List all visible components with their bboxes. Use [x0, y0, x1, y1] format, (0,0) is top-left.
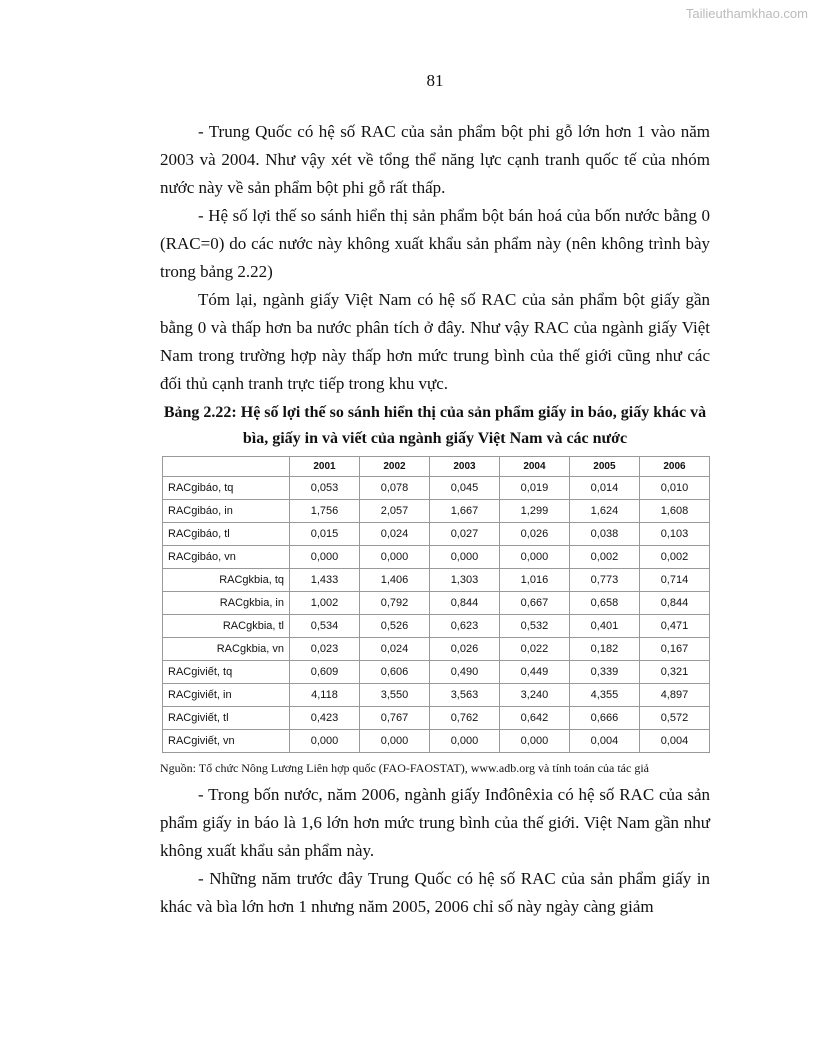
- row-label: RACgibáo, in: [163, 500, 290, 523]
- table-cell: 0,762: [429, 707, 499, 730]
- table-cell: 0,024: [359, 638, 429, 661]
- table-row: [163, 684, 710, 707]
- table-cell: 0,000: [359, 546, 429, 569]
- table-cell: 0,000: [429, 730, 499, 753]
- table-row: [163, 638, 710, 661]
- table-cell: 0,019: [499, 477, 569, 500]
- table-source: Nguồn: Tổ chức Nông Lương Liên hợp quốc (FAO-FAOSTAT), www.adb.org và tính toán của tác giả: [160, 761, 649, 775]
- table-cell: 0,667: [499, 592, 569, 615]
- table-cell: 0,526: [359, 615, 429, 638]
- table-cell: 1,433: [290, 569, 360, 592]
- table-cell: 1,756: [290, 500, 360, 523]
- table-cell: 0,623: [429, 615, 499, 638]
- row-label: RACgkbia, in: [163, 592, 290, 615]
- table-cell: 0,167: [639, 638, 709, 661]
- table-row: [163, 523, 710, 546]
- column-header: 2001: [290, 457, 360, 477]
- table-cell: 0,004: [569, 730, 639, 753]
- row-label: RACgiviết, in: [163, 684, 290, 707]
- column-header: 2006: [639, 457, 709, 477]
- table-cell: 3,550: [359, 684, 429, 707]
- table-cell: 0,572: [639, 707, 709, 730]
- page-number: 81: [426, 71, 444, 90]
- table-row: [163, 615, 710, 638]
- paragraph: Tóm lại, ngành giấy Việt Nam có hệ số RAC của sản phẩm bột giấy gần bằng 0 và thấp hơn ba nước phân tích ở đây. Như vậy RAC của ngành giấy Việt Nam trong trường hợp này thấp hơn mức trung bình của thế giới cũng như các đối thủ cạnh tranh trực tiếp trong khu vực.: [160, 290, 710, 393]
- body-text-top: [160, 118, 710, 398]
- table-row: [163, 592, 710, 615]
- table-cell: 3,563: [429, 684, 499, 707]
- table-cell: 0,026: [499, 523, 569, 546]
- table-cell: 1,002: [290, 592, 360, 615]
- table-caption: Bảng 2.22: Hệ số lợi thế so sánh hiển thị của sản phẩm giấy in báo, giấy khác và bìa, giấy in và viết của ngành giấy Việt Nam và các nước: [163, 404, 707, 447]
- table-cell: 0,182: [569, 638, 639, 661]
- table-cell: 0,792: [359, 592, 429, 615]
- table-cell: 0,000: [359, 730, 429, 753]
- table-row: [163, 477, 710, 500]
- table-cell: 1,608: [639, 500, 709, 523]
- table-cell: 0,038: [569, 523, 639, 546]
- paragraph: - Những năm trước đây Trung Quốc có hệ số RAC của sản phẩm giấy in khác và bìa lớn hơn 1 nhưng năm 2005, 2006 chỉ số này ngày càng giảm: [160, 869, 710, 916]
- table-row: [163, 500, 710, 523]
- row-label: RACgiviết, vn: [163, 730, 290, 753]
- table-cell: 0,045: [429, 477, 499, 500]
- table-row: [163, 730, 710, 753]
- body-text-bottom: [160, 781, 710, 921]
- paragraph: - Hệ số lợi thế so sánh hiển thị sản phẩm bột bán hoá của bốn nước bằng 0 (RAC=0) do các nước này không xuất khẩu sản phẩm này (nên không trình bày trong bảng 2.22): [160, 206, 710, 281]
- table-cell: 0,000: [290, 730, 360, 753]
- table-cell: 0,609: [290, 661, 360, 684]
- table-cell: 0,078: [359, 477, 429, 500]
- table-cell: 0,658: [569, 592, 639, 615]
- table-cell: 0,053: [290, 477, 360, 500]
- table-cell: 0,714: [639, 569, 709, 592]
- paragraph: - Trung Quốc có hệ số RAC của sản phẩm bột phi gỗ lớn hơn 1 vào năm 2003 và 2004. Như vậy xét về tổng thể năng lực cạnh tranh quốc tế của nhóm nước này về sản phẩm bột phi gỗ rất thấp.: [160, 122, 710, 197]
- table-cell: 1,303: [429, 569, 499, 592]
- table-cell: 1,667: [429, 500, 499, 523]
- table-cell: 0,339: [569, 661, 639, 684]
- table-cell: 0,026: [429, 638, 499, 661]
- rac-table: [162, 456, 710, 753]
- table-cell: 0,844: [429, 592, 499, 615]
- table-cell: 1,016: [499, 569, 569, 592]
- table-header-row: [163, 457, 710, 477]
- table-cell: 0,321: [639, 661, 709, 684]
- table-cell: 0,767: [359, 707, 429, 730]
- table-cell: 4,897: [639, 684, 709, 707]
- table-cell: 0,103: [639, 523, 709, 546]
- table-cell: 0,022: [499, 638, 569, 661]
- table-cell: 0,000: [499, 730, 569, 753]
- column-header: 2003: [429, 457, 499, 477]
- table-row: [163, 546, 710, 569]
- table-cell: 0,027: [429, 523, 499, 546]
- table-cell: 0,000: [429, 546, 499, 569]
- table-cell: 0,004: [639, 730, 709, 753]
- table-cell: 0,000: [290, 546, 360, 569]
- table-cell: 0,606: [359, 661, 429, 684]
- table-cell: 1,624: [569, 500, 639, 523]
- table-cell: 0,401: [569, 615, 639, 638]
- table-cell: 1,406: [359, 569, 429, 592]
- table-cell: 0,014: [569, 477, 639, 500]
- row-label: RACgkbia, tl: [163, 615, 290, 638]
- column-header: 2002: [359, 457, 429, 477]
- table-cell: 1,299: [499, 500, 569, 523]
- row-label: RACgibáo, tq: [163, 477, 290, 500]
- table-cell: 0,532: [499, 615, 569, 638]
- row-label: RACgiviết, tq: [163, 661, 290, 684]
- table-cell: 0,010: [639, 477, 709, 500]
- table-cell: 0,002: [569, 546, 639, 569]
- table-cell: 2,057: [359, 500, 429, 523]
- paragraph: - Trong bốn nước, năm 2006, ngành giấy Inđônêxia có hệ số RAC của sản phẩm giấy in báo là 1,6 lớn hơn mức trung bình của thế giới. Việt Nam gần như không xuất khẩu sản phẩm này.: [160, 785, 710, 860]
- table-cell: 0,000: [499, 546, 569, 569]
- table-cell: 4,118: [290, 684, 360, 707]
- table-cell: 0,844: [639, 592, 709, 615]
- table-cell: 4,355: [569, 684, 639, 707]
- table-cell: 0,471: [639, 615, 709, 638]
- table-row: [163, 661, 710, 684]
- page-content: [160, 0, 710, 921]
- table-cell: 0,642: [499, 707, 569, 730]
- table-cell: 0,490: [429, 661, 499, 684]
- table-row: [163, 569, 710, 592]
- column-header: 2004: [499, 457, 569, 477]
- watermark: Tailieuthamkhao.com: [685, 6, 808, 21]
- table-cell: 0,666: [569, 707, 639, 730]
- table-row: [163, 707, 710, 730]
- column-header: 2005: [569, 457, 639, 477]
- row-label: RACgibáo, tl: [163, 523, 290, 546]
- table-cell: 0,423: [290, 707, 360, 730]
- row-label: RACgkbia, vn: [163, 638, 290, 661]
- row-label: RACgkbia, tq: [163, 569, 290, 592]
- table-cell: 0,449: [499, 661, 569, 684]
- row-label: RACgiviết, tl: [163, 707, 290, 730]
- table-cell: 0,773: [569, 569, 639, 592]
- column-header: [163, 457, 290, 477]
- table-cell: 3,240: [499, 684, 569, 707]
- table-cell: 0,023: [290, 638, 360, 661]
- table-cell: 0,015: [290, 523, 360, 546]
- row-label: RACgibáo, vn: [163, 546, 290, 569]
- table-cell: 0,002: [639, 546, 709, 569]
- table-cell: 0,024: [359, 523, 429, 546]
- table-cell: 0,534: [290, 615, 360, 638]
